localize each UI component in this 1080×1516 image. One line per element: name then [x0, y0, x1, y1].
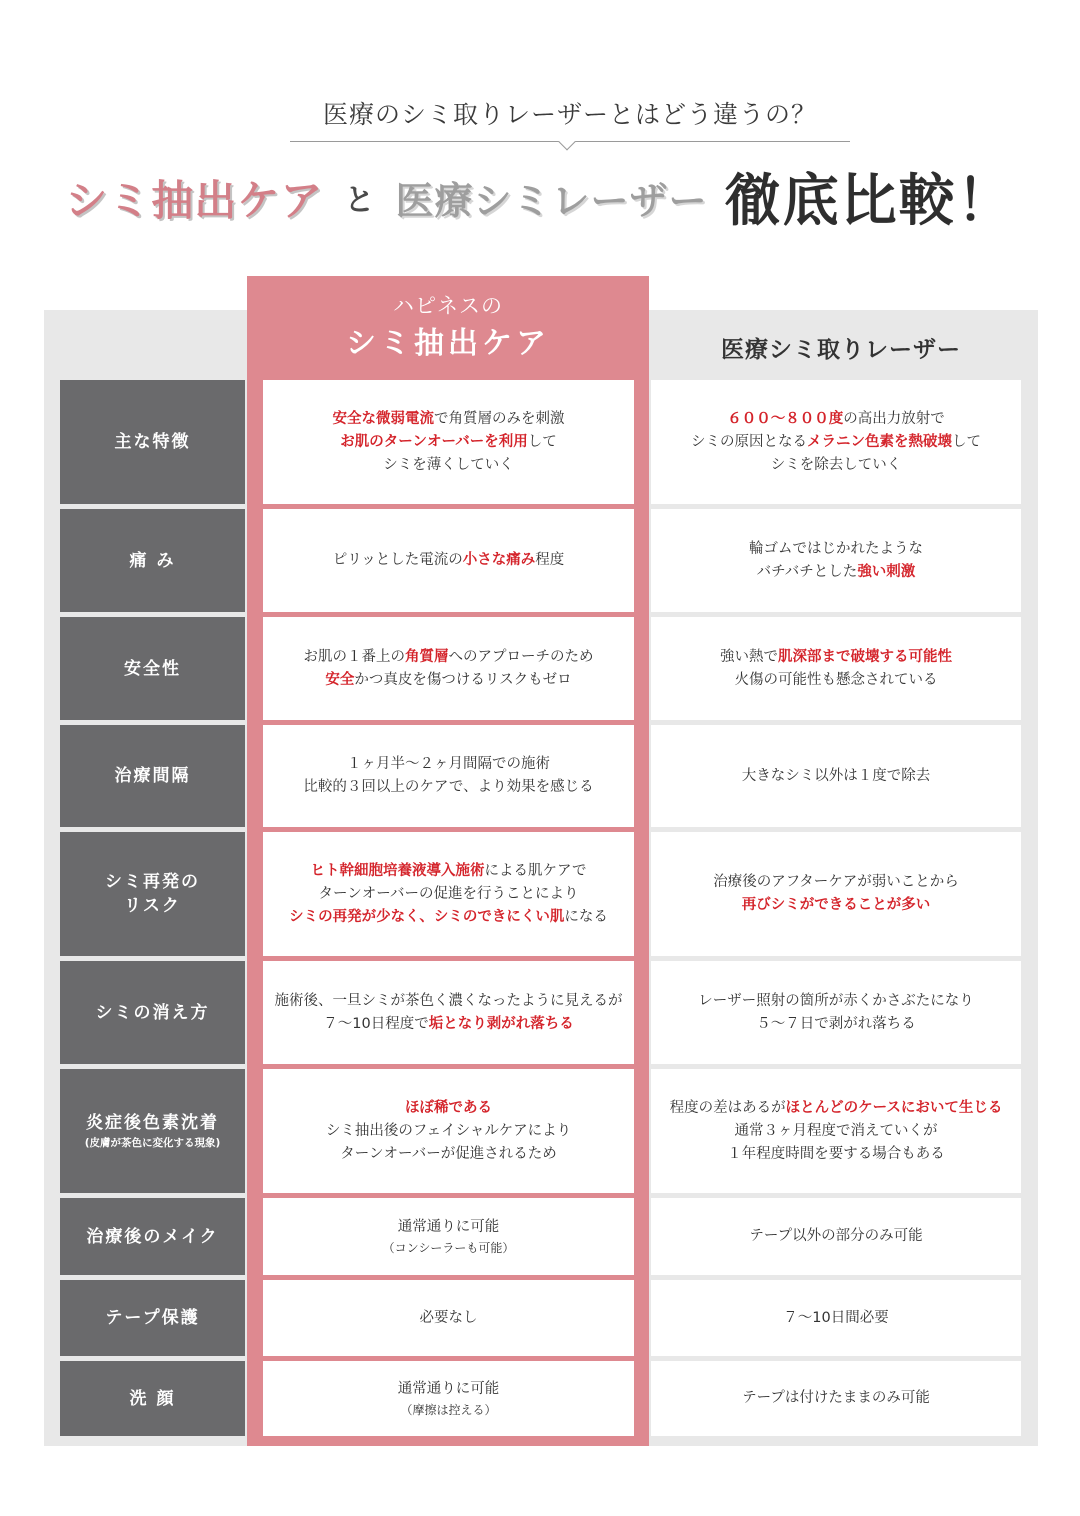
laser-cell-line [727, 1143, 945, 1166]
row-label [60, 832, 245, 956]
headline-main: 徹底比較！ [724, 167, 1015, 234]
laser-cell [651, 1361, 1021, 1436]
body-text: シミの原因となる [691, 433, 807, 450]
row-label-text: 痛 み [129, 550, 176, 571]
laser-cell-line [742, 894, 931, 917]
body-text: 大きなシミ以外は１度で除去 [741, 767, 931, 784]
row-label [60, 961, 245, 1064]
laser-cell [651, 617, 1021, 720]
body-text: ピリッとした電流の [332, 552, 463, 568]
highlight-text: 小さな痛み [462, 552, 536, 568]
highlight-text: 角質層 [405, 648, 449, 665]
body-text: シミを除去していく [770, 456, 902, 473]
body-text: ターンオーバーの促進を行うことにより [318, 885, 579, 902]
laser-cell-line [756, 1013, 916, 1036]
body-text: シミを薄くしていく [383, 456, 514, 473]
laser-cell [651, 832, 1021, 956]
body-text: で角質層のみを刺激 [434, 410, 565, 427]
subtitle: 医療のシミ取りレーザーとはどう違うの？ [322, 100, 817, 129]
row-label [60, 725, 245, 827]
body-text: して [952, 433, 981, 450]
ours-cell-line [303, 776, 593, 799]
body-text: １年程度時間を要する場合もある [727, 1145, 945, 1162]
laser-cell [651, 1198, 1021, 1275]
ours-cell [263, 725, 634, 827]
subtitle-block [290, 95, 850, 155]
body-text: して [527, 433, 557, 450]
body-text: による肌ケアで [484, 862, 587, 879]
ours-cell [263, 1361, 634, 1436]
laser-cell-line [691, 431, 981, 454]
ours-cell-line [405, 1097, 492, 1120]
row-label-text: 炎症後色素沈着 [86, 1113, 219, 1133]
ours-cell-line [289, 906, 608, 929]
ours-cell [263, 509, 634, 612]
body-text: へのアプローチのため [448, 648, 594, 665]
body-text: 程度の差はあるが [669, 1099, 786, 1116]
body-text: ７〜10日程度で [323, 1015, 429, 1032]
body-text: ７〜10日間必要 [783, 1309, 889, 1326]
row-label-text: 主な特徴 [114, 432, 191, 452]
highlight-text: ほとんどのケースにおいて生じる [785, 1099, 1003, 1116]
row-label-text: 治療後のメイク [86, 1226, 219, 1247]
row-label-text: リスク [124, 896, 181, 916]
ours-cell-line [383, 454, 514, 477]
laser-cell-line [783, 1307, 888, 1330]
ours-cell-line [319, 883, 579, 906]
ours-cell-line [275, 990, 623, 1013]
ours-cell-line [398, 1378, 500, 1401]
highlight-text: ６００〜８００度 [727, 410, 844, 427]
ours-cell [263, 617, 634, 720]
row-label [60, 380, 245, 504]
row-label [60, 1069, 245, 1193]
column-header-ours [247, 290, 649, 380]
body-text: テープ以外の部分のみ可能 [749, 1228, 923, 1244]
ours-cell [263, 961, 634, 1064]
ours-cell-line [333, 549, 564, 572]
laser-cell-line [698, 990, 974, 1013]
ours-cell-line [326, 1120, 571, 1143]
body-text: かつ真皮を傷つけるリスクもゼロ [354, 671, 572, 688]
body-text: １ヶ月半〜２ヶ月間隔での施術 [347, 756, 550, 772]
ours-cell-note: （摩擦は控える） [400, 1403, 497, 1417]
laser-cell-line [727, 408, 945, 431]
laser-cell-line [771, 454, 902, 477]
body-text: 通常３ヶ月程度で消えていくが [734, 1122, 938, 1139]
column-header-laser: 医療シミ取りレーザー [721, 337, 961, 363]
body-text: ターンオーバーが促進されるため [340, 1145, 557, 1162]
body-text: レーザー照射の箇所が赤くかさぶたになり [698, 992, 974, 1009]
headline-ours: シミ抽出ケア [65, 175, 324, 225]
highlight-text: 強い刺激 [857, 563, 916, 580]
body-text: になる [564, 908, 608, 925]
subtitle-notch [559, 134, 576, 151]
ours-cell-line [347, 753, 550, 776]
ours-cell-note: （コンシーラーも可能） [382, 1241, 515, 1255]
body-text: お肌の１番上の [303, 648, 405, 665]
body-text: 通常通りに可能 [397, 1219, 500, 1235]
ours-cell-line [333, 408, 565, 431]
ours-cell-line [304, 646, 594, 669]
highlight-text: 安全 [325, 671, 355, 688]
row-label [60, 1280, 245, 1356]
laser-cell-line [720, 646, 952, 669]
ours-cell-line [420, 1307, 478, 1330]
row-label [60, 1361, 245, 1436]
laser-cell [651, 1069, 1021, 1193]
ours-cell [263, 832, 634, 956]
laser-cell [651, 725, 1021, 827]
laser-cell [651, 1280, 1021, 1356]
ours-cell-line [340, 1143, 556, 1166]
body-text: 通常通りに可能 [397, 1381, 500, 1397]
ours-cell-line [398, 1216, 500, 1239]
body-text: 必要なし [419, 1309, 478, 1326]
highlight-text: 垢となり剥がれ落ちる [428, 1015, 574, 1032]
highlight-text: 再びシミができることが多い [741, 897, 931, 913]
laser-cell-line [713, 871, 958, 894]
row-label [60, 617, 245, 720]
body-text: 治療後のアフターケアが弱いことから [713, 874, 959, 890]
headline-laser: 医療シミレーザー [395, 178, 708, 223]
laser-cell [651, 961, 1021, 1064]
body-text: 程度 [535, 552, 565, 568]
column-header-ours-line1: ハピネスの [393, 294, 503, 318]
highlight-text: ほぼ稀である [405, 1099, 492, 1116]
laser-cell-line [670, 1097, 1003, 1120]
row-label-note: (皮膚が茶色に変化する現象) [84, 1137, 221, 1149]
ours-cell-line [325, 669, 571, 692]
highlight-text: シミの再発が少なく、シミのできにくい肌 [289, 908, 565, 925]
ours-cell [263, 1198, 634, 1275]
row-label-text: シミ再発の [105, 872, 200, 892]
ours-cell [263, 1280, 634, 1356]
ours-cell [263, 380, 634, 504]
body-text: 強い熱で [720, 648, 778, 665]
body-text: の高出力放射で [843, 410, 945, 427]
ours-cell-line [311, 860, 587, 883]
body-text: テープは付けたままのみ可能 [742, 1390, 930, 1406]
laser-cell-line [735, 669, 938, 692]
body-text: シミ抽出後のフェイシャルケアにより [325, 1122, 572, 1139]
body-text: ５〜７日で剥がれ落ちる [756, 1015, 916, 1032]
headline [0, 160, 1080, 240]
body-text: 比較的３回以上のケアで、より効果を感じる [303, 779, 594, 795]
highlight-text: 肌深部まで破壊する可能性 [778, 648, 952, 665]
laser-cell-line [749, 538, 923, 561]
highlight-text: メラニン色素を熱破壊 [807, 433, 952, 450]
body-text: 火傷の可能性も懸念されている [734, 671, 938, 688]
highlight-text: ヒト幹細胞培養液導入施術 [310, 862, 485, 879]
laser-cell-line [742, 1387, 930, 1410]
body-text: 施術後、一旦シミが茶色く濃くなったように見えるが [274, 992, 623, 1009]
body-text: 輪ゴムではじかれたような [749, 540, 923, 557]
laser-cell-line [742, 765, 931, 788]
laser-cell-line [757, 561, 916, 584]
row-label-text: 安全性 [124, 658, 181, 679]
row-label [60, 509, 245, 612]
ours-cell-line [340, 431, 556, 454]
body-text: バチバチとした [756, 563, 858, 580]
laser-cell [651, 380, 1021, 504]
row-label [60, 1198, 245, 1275]
ours-cell [263, 1069, 634, 1193]
headline-and: と [344, 182, 375, 218]
highlight-text: お肌のターンオーバーを利用 [340, 433, 528, 450]
laser-cell-line [735, 1120, 938, 1143]
ours-cell-line [323, 1013, 573, 1036]
laser-cell-line [749, 1225, 922, 1248]
row-label-text: 洗 顔 [129, 1388, 176, 1409]
column-header-ours-line2: シミ抽出ケア [346, 326, 550, 361]
row-label-text: シミの消え方 [95, 1002, 210, 1023]
row-label-text: テープ保護 [105, 1308, 200, 1328]
highlight-text: 安全な微弱電流 [332, 410, 434, 427]
laser-cell [651, 509, 1021, 612]
row-label-text: 治療間隔 [114, 766, 191, 786]
